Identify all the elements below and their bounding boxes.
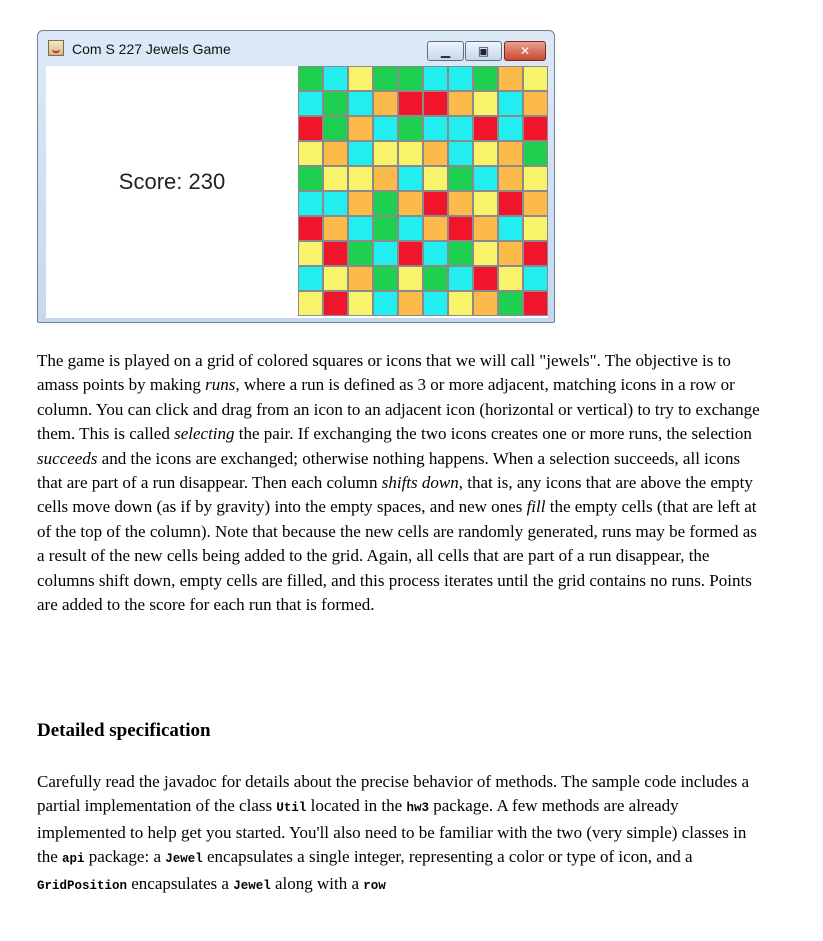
jewel-cell[interactable] <box>373 241 398 266</box>
jewel-cell[interactable] <box>348 116 373 141</box>
jewel-cell[interactable] <box>423 216 448 241</box>
jewel-cell[interactable] <box>348 141 373 166</box>
jewel-cell[interactable] <box>423 166 448 191</box>
code-term: GridPosition <box>37 878 128 893</box>
text-run: package: a <box>84 847 166 867</box>
jewel-cell[interactable] <box>323 91 348 116</box>
jewel-cell[interactable] <box>373 66 398 91</box>
jewel-cell[interactable] <box>298 216 323 241</box>
jewel-cell[interactable] <box>348 166 373 191</box>
jewel-cell[interactable] <box>398 266 423 291</box>
jewel-cell[interactable] <box>373 191 398 216</box>
text-run: the pair. If exchanging the two icons creates one or more runs, the selection <box>234 424 752 444</box>
jewel-cell[interactable] <box>423 141 448 166</box>
jewel-cell[interactable] <box>348 66 373 91</box>
text-run: , where a run is defined as 3 or more adjacent, matching icons in a row or column. You can click and drag from an icon to an adjacent icon (horizontal or vertical) to try to exchange them. This is called <box>37 375 760 444</box>
jewel-cell[interactable] <box>298 166 323 191</box>
jewel-cell[interactable] <box>298 66 323 91</box>
java-cup-icon <box>48 40 64 56</box>
jewel-cell[interactable] <box>298 116 323 141</box>
jewel-cell[interactable] <box>323 166 348 191</box>
jewel-cell[interactable] <box>523 66 548 91</box>
emphasis-term: fill <box>526 497 546 517</box>
jewel-cell[interactable] <box>348 91 373 116</box>
jewel-cell[interactable] <box>498 166 523 191</box>
jewel-cell[interactable] <box>323 216 348 241</box>
jewel-cell[interactable] <box>423 66 448 91</box>
game-window <box>37 30 555 323</box>
jewel-cell[interactable] <box>523 291 548 316</box>
jewel-cell[interactable] <box>448 291 473 316</box>
jewel-cell[interactable] <box>373 166 398 191</box>
jewel-cell[interactable] <box>498 141 523 166</box>
code-term: Jewel <box>233 878 271 893</box>
jewel-cell[interactable] <box>498 291 523 316</box>
jewel-cell[interactable] <box>298 291 323 316</box>
jewel-cell[interactable] <box>423 191 448 216</box>
jewel-cell[interactable] <box>498 191 523 216</box>
jewel-cell[interactable] <box>398 191 423 216</box>
jewel-cell[interactable] <box>323 191 348 216</box>
jewel-cell[interactable] <box>523 191 548 216</box>
jewel-cell[interactable] <box>423 291 448 316</box>
jewel-cell[interactable] <box>323 66 348 91</box>
emphasis-term: shifts down <box>381 473 459 493</box>
code-term: api <box>62 852 85 867</box>
jewel-cell[interactable] <box>473 266 498 291</box>
jewel-grid <box>298 66 548 316</box>
code-term: Util <box>276 801 307 816</box>
emphasis-term: succeeds <box>37 448 98 468</box>
jewel-cell[interactable] <box>323 241 348 266</box>
jewel-cell[interactable] <box>348 216 373 241</box>
jewel-cell[interactable] <box>523 166 548 191</box>
jewel-cell[interactable] <box>348 291 373 316</box>
text-run: the empty cells (that are left at of the top of the column). Note that because the new cells are randomly generated, runs may be formed as a result of the new cells being added to the grid. Again, all cells that are part of a run disappear, the columns shift down, empty cells are filled, and this process iterates until the grid contains no runs. Points are added to the score for each run that is formed. <box>37 497 757 615</box>
jewel-cell[interactable] <box>373 266 398 291</box>
jewel-cell[interactable] <box>298 266 323 291</box>
jewel-cell[interactable] <box>348 266 373 291</box>
text-run: package. A few methods are already implemented to help get you started. You'll also need to be familiar with the two (very simple) classes in the <box>37 796 747 867</box>
close-button[interactable]: ✕ <box>504 41 546 61</box>
jewel-cell[interactable] <box>398 241 423 266</box>
jewel-cell[interactable] <box>423 241 448 266</box>
jewel-cell[interactable] <box>498 216 523 241</box>
jewel-cell[interactable] <box>348 241 373 266</box>
jewel-cell[interactable] <box>448 66 473 91</box>
jewel-cell[interactable] <box>473 166 498 191</box>
window-content <box>46 66 548 318</box>
jewel-cell[interactable] <box>523 266 548 291</box>
jewel-cell[interactable] <box>298 91 323 116</box>
jewel-cell[interactable] <box>323 266 348 291</box>
jewel-cell[interactable] <box>473 141 498 166</box>
text-run: , that is, any icons that are above the empty cells move down (as if by gravity) into the empty spaces, and new ones <box>37 473 753 517</box>
title-bar[interactable] <box>38 31 554 65</box>
jewel-cell[interactable] <box>398 91 423 116</box>
jewel-cell[interactable] <box>473 216 498 241</box>
jewel-cell[interactable] <box>523 216 548 241</box>
jewel-cell[interactable] <box>448 191 473 216</box>
score-label: Score: 230 <box>118 169 226 194</box>
jewel-cell[interactable] <box>373 141 398 166</box>
jewel-cell[interactable] <box>448 141 473 166</box>
text-run: The game is played on a grid of colored squares or icons that we will call "jewels". The objective is to amass points by making <box>37 351 731 395</box>
text-run: located in the <box>306 796 407 816</box>
spec-paragraph <box>37 770 767 898</box>
jewel-cell[interactable] <box>423 91 448 116</box>
text-run: along with a <box>270 873 364 893</box>
text-run: encapsulates a single integer, representing a color or type of icon, and a <box>202 847 693 867</box>
section-heading: Detailed specification <box>37 720 211 741</box>
code-term: row <box>363 878 386 893</box>
jewel-cell[interactable] <box>373 91 398 116</box>
emphasis-term: runs <box>205 375 236 395</box>
jewel-cell[interactable] <box>398 66 423 91</box>
jewel-cell[interactable] <box>523 116 548 141</box>
jewel-cell[interactable] <box>498 91 523 116</box>
jewel-cell[interactable] <box>298 191 323 216</box>
jewel-cell[interactable] <box>498 116 523 141</box>
jewel-cell[interactable] <box>473 66 498 91</box>
window-title: Com S 227 Jewels Game <box>72 41 231 57</box>
jewel-cell[interactable] <box>523 141 548 166</box>
intro-paragraph <box>37 349 767 617</box>
jewel-cell[interactable] <box>398 141 423 166</box>
jewel-cell[interactable] <box>448 116 473 141</box>
jewel-cell[interactable] <box>423 266 448 291</box>
maximize-button[interactable]: ▣ <box>465 41 502 61</box>
jewel-cell[interactable] <box>323 141 348 166</box>
jewel-cell[interactable] <box>373 291 398 316</box>
jewel-cell[interactable] <box>323 291 348 316</box>
jewel-cell[interactable] <box>298 141 323 166</box>
text-run: Carefully read the javadoc for details about the precise behavior of methods. The sample code includes a partial implementation of the class <box>37 772 750 816</box>
score-panel <box>46 66 298 318</box>
jewel-cell[interactable] <box>323 116 348 141</box>
jewel-cell[interactable] <box>523 241 548 266</box>
jewel-cell[interactable] <box>498 266 523 291</box>
jewel-cell[interactable] <box>348 191 373 216</box>
code-term: Jewel <box>165 852 203 867</box>
jewel-cell[interactable] <box>298 241 323 266</box>
jewel-cell[interactable] <box>498 241 523 266</box>
jewel-cell[interactable] <box>473 191 498 216</box>
jewel-cell[interactable] <box>448 91 473 116</box>
text-run: and the icons are exchanged; otherwise nothing happens. When a selection succeeds, all icons that are part of a run disappear. Then each column <box>37 448 741 493</box>
jewel-cell[interactable] <box>473 116 498 141</box>
jewel-cell[interactable] <box>448 266 473 291</box>
jewel-cell[interactable] <box>448 216 473 241</box>
jewel-cell[interactable] <box>498 66 523 91</box>
jewel-cell[interactable] <box>373 116 398 141</box>
jewel-cell[interactable] <box>448 241 473 266</box>
text-run: encapsulates a <box>127 873 234 893</box>
emphasis-term: selecting <box>174 424 235 444</box>
jewel-cell[interactable] <box>523 91 548 116</box>
jewel-cell[interactable] <box>398 166 423 191</box>
jewel-cell[interactable] <box>398 216 423 241</box>
jewel-cell[interactable] <box>398 291 423 316</box>
jewel-cell[interactable] <box>423 116 448 141</box>
jewel-cell[interactable] <box>398 116 423 141</box>
jewel-cell[interactable] <box>473 241 498 266</box>
code-term: hw3 <box>406 801 429 816</box>
minimize-button[interactable]: ▁ <box>427 41 464 61</box>
jewel-cell[interactable] <box>473 91 498 116</box>
jewel-cell[interactable] <box>448 166 473 191</box>
jewel-cell[interactable] <box>473 291 498 316</box>
jewel-cell[interactable] <box>373 216 398 241</box>
